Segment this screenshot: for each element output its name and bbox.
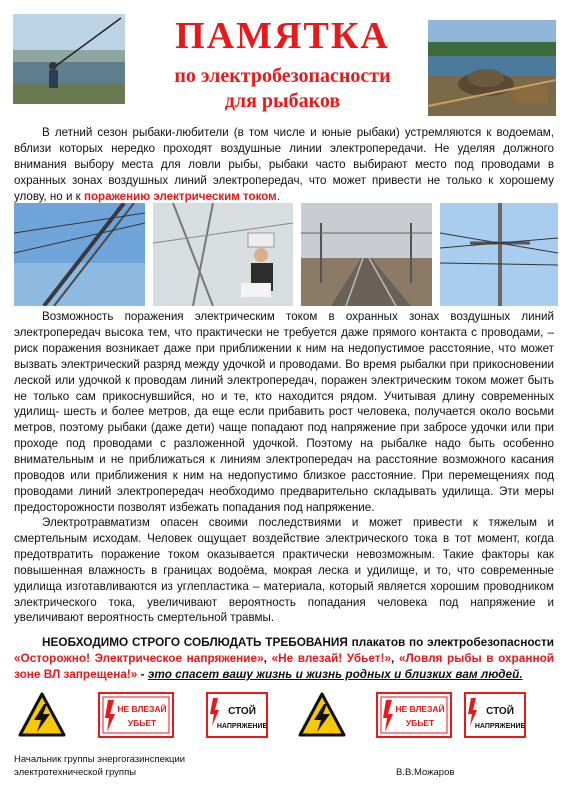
power-pole-photo [440, 203, 558, 306]
sign-text-stoi: СТОЙ [228, 706, 256, 717]
sign-text-ne-vlezai: НЕ ВЛЕЗАЙ [395, 704, 445, 714]
subtitle-line-1: по электробезопасности [174, 65, 391, 87]
poster-do-not-climb: «Не влезай! Убьет!» [271, 651, 392, 665]
sign-text-ubet: УБЬЕТ [127, 718, 157, 728]
danger-paragraph [14, 309, 554, 516]
requirements-lead: НЕОБХОДИМО СТРОГО СОБЛЮДАТЬ ТРЕБОВАНИЯ [42, 635, 348, 649]
poster-no-fishing: «Ловля рыбы в охранной зоне ВЛ запрещена!» [14, 651, 555, 681]
consequences-paragraph [14, 515, 554, 626]
sep-2: , [391, 651, 395, 665]
page-title: ПАМЯТКА [175, 15, 390, 57]
requirements-lead-tail: плакатов по электробезопасности [351, 635, 554, 649]
subtitle-line-2: для рыбаков [224, 90, 341, 112]
intro-text: В летний сезон рыбаки-любители (в том числе и юные рыбаки) устремляются к водоемам, вблизи которых нередко проходят воздушные линии электропередачи. Не уделяя должного внимания выбору места для ловли рыбы, рыбаки часто выбирают место под проводами в охранных зонах воздушных линий электропередач, что может привести не только к хорошему улову, но и к [14, 126, 554, 203]
do-not-climb-sign-1 [98, 692, 174, 738]
do-not-climb-sign-2 [376, 692, 452, 738]
intro-paragraph [14, 125, 554, 205]
danger-text: Возможность поражения электрическим током в охранных зонах воздушных линий электропередач высока тем, что практически не требуется даже прямого контакта с проводами, – риск поражения возникает даже при приближении к ним на недопустимое расстояние, что может вызвать электрический разряд между удочкой и проводами. Во время рыбалки при прикосновении леской или удочкой к проводам линий электропередач, поражен электрическим током может быть не только сам прикоснувшийся, но и те, кто находится рядом. Учитывая длину современных удилищ- шесть и более метров, да еще если прибавить рост человека, получается около восьми метров, поэтому рыбаки (даже дети) чаще попадают под напряжение при забросе удочки или при проходе под проводами с разложенной удочкой. Поэтому на рыбалке надо быть особенно внимательным и не приближаться к линиям электропередач на расстояние возможного касания проводов или приближения к ним на недопустимо близкое расстояние. При перемещениях под проводами линий электропередач необходимо предварительно складывать удилища. Эти меры предосторожности позволят избежать попадания под напряжение. [14, 310, 554, 514]
sep-1: , [263, 651, 267, 665]
fishing-gear-photo [428, 20, 556, 116]
sign-text-ne-vlezai: НЕ ВЛЕЗАЙ [117, 704, 167, 714]
warning-triangle-sign-1 [18, 692, 66, 738]
consequences-text: Электротравматизм опасен своими последствиями и может привести к тяжелым и смертельным исходам. Человек ощущает воздействие электрического тока в тот момент, когда предотвратить поражение током оказывается практически невозможным. Такие факторы как повышенная влажность в границах водоёма, мокрая леска и удилище, и то, что современные удилища изготавливаются из углепластика – материала, который является хорошим проводником электрического тока, увеличивают вероятность попадания человека под напряжение и увеличивают вероятность смертельной травмы. [14, 516, 554, 625]
man-under-lines-photo [153, 203, 293, 306]
closing-phrase: это спасет вашу жизнь и жизнь родных и близких вам людей. [147, 667, 523, 681]
intro-highlight: поражению электрическим током [83, 189, 277, 203]
sign-text-stoi: СТОЙ [486, 706, 514, 717]
requirements-block [14, 634, 554, 682]
fisherman-photo [13, 14, 125, 104]
footer-position-line-1: Начальник группы энергогазинспекции [14, 754, 186, 765]
dash: - [137, 667, 148, 681]
intro-end: . [276, 189, 280, 203]
sign-text-napryazhenie: НАПРЯЖЕНИЕ [216, 723, 268, 730]
stop-voltage-sign-1 [206, 692, 268, 738]
sign-text-ubet: УБЬЕТ [405, 718, 435, 728]
stop-voltage-sign-2 [464, 692, 526, 738]
sign-text-napryazhenie: НАПРЯЖЕНИЕ [474, 723, 526, 730]
lightning-warning-icon [298, 692, 346, 738]
power-line-photo-1 [14, 203, 145, 306]
footer-signatory-name: В.В.Можаров [396, 767, 455, 778]
footer-position-line-2: электротехнической группы [14, 767, 137, 778]
warning-triangle-sign-2 [298, 692, 346, 738]
poster-caution: «Осторожно! Электрическое напряжение» [14, 651, 264, 665]
lightning-warning-icon [18, 692, 66, 738]
railway-photo [301, 203, 432, 306]
